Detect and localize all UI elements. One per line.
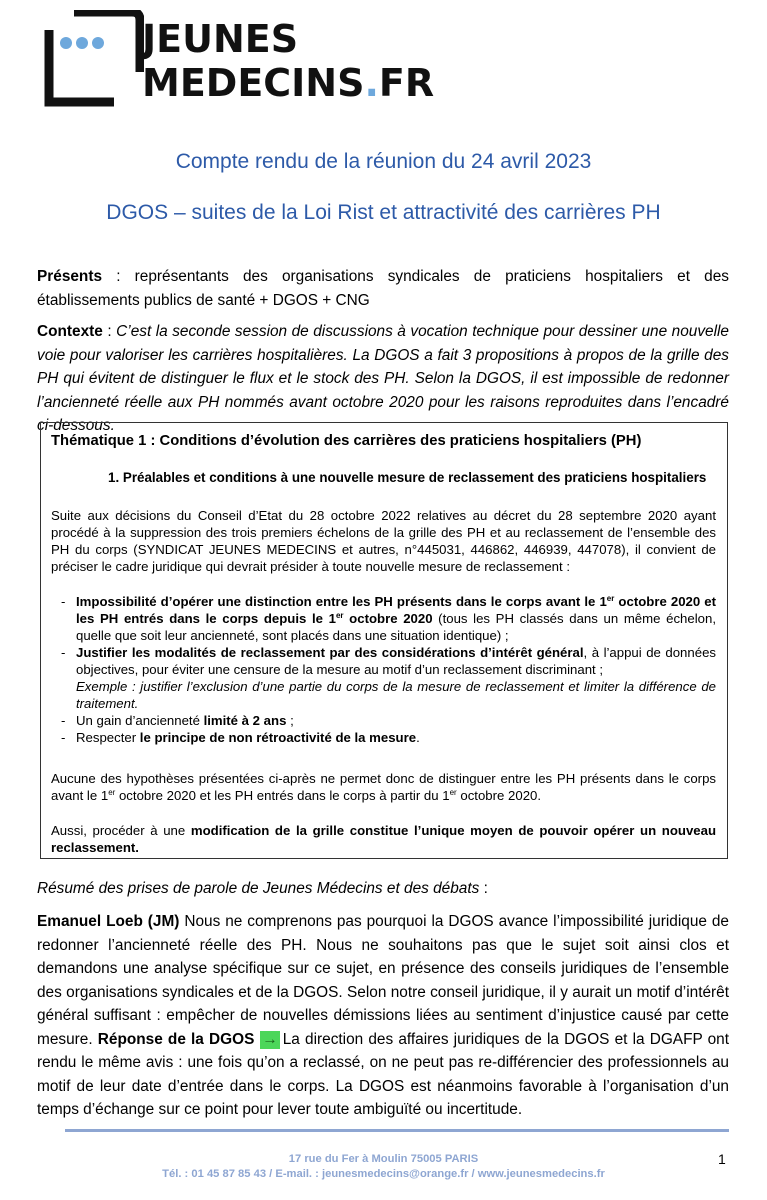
box-conclusion-1: Aucune des hypothèses présentées ci-après ne permet donc de distinguer entre les PH présents dans le corps avant le 1er octobre 2020 et les PH entrés dans le corps à partir du 1er octobre 2020.	[51, 771, 716, 803]
report-title: Compte rendu de la réunion du 24 avril 2023	[175, 150, 592, 173]
loeb-paragraph: Emanuel Loeb (JM) Nous ne comprenons pas pourquoi la DGOS avance l’impossibilité juridique de redonner l’ancienneté réelle des PH. Nous ne souhaitons pas que le sujet soit ainsi clos et demandons une analyse spécifique sur ce sujet, en présence des conseils juridiques de l’ensemble des organisations syndicales et de la DGOS. Selon notre conseil juridique, il y aurait un motif d’intérêt général suffisant : empêcher de nouvelles démissions liées au sentiment d’injustice causé par cette mesure. Réponse de la DGOS → La direction des affaires juridiques de la DGOS et la DGAFP ont rendu le même avis : une fois qu’on a reclassé, on ne peut pas re-différencier des professionnels au motif de leur date d’entrée dans le corps. La DGOS est néanmoins favorable à l’organisation d’un temps d’échange sur ce point pour lever toute ambiguïté ou incertitude.	[37, 913, 730, 1118]
contexte-paragraph: Contexte : C’est la seconde session de discussions à vocation technique pour dessiner une nouvelle voie pour valoriser les carrières hospitalières. La DGOS a fait 3 propositions à propos de la grille des PH qui évitent de distinguer le flux et le stock des PH. Selon la DGOS, il est impossible de redonner l’ancienneté réelle aux PH nommés avant octobre 2020 pour les raisons reproduites dans l’encadré ci-dessous.	[37, 323, 729, 434]
footer-contact: Tél. : 01 45 87 85 43 / E-mail. : jeunesmedecins@orange.fr / www.jeunesmedecins.fr	[162, 1168, 605, 1180]
logo-mark-icon	[44, 10, 144, 110]
box-conclusion-2: Aussi, procéder à une modification de la grille constitue l’unique moyen de pouvoir opérer un nouveau reclassement.	[51, 823, 717, 855]
speaker-name: Emanuel Loeb (JM)	[37, 913, 180, 930]
box-subheading: 1. Préalables et conditions à une nouvelle mesure de reclassement des praticiens hospitaliers	[108, 470, 707, 485]
box-intro: Suite aux décisions du Conseil d’Etat du 28 octobre 2022 relatives au décret du 28 septembre 2020 ayant procédé à la suppression des trois premiers échelons de la grille des PH et au reclassement de l’ensemble des PH du corps (SYNDICAT JEUNES MEDECINS et autres, n°445031, 446862, 446939, 447078), il convient de préciser le cadre juridique qui devrait présider à toute nouvelle mesure de reclassement :	[51, 508, 716, 574]
footer-address: 17 rue du Fer à Moulin 75005 PARIS	[288, 1153, 479, 1165]
presents-paragraph: Présents : représentants des organisations syndicales de praticiens hospitaliers et des établissements publics de santé + DGOS + CNG	[37, 268, 729, 309]
box-list	[51, 593, 716, 746]
response-label: Réponse de la DGOS	[97, 1030, 255, 1048]
excerpt-box	[40, 422, 728, 859]
page-number: 1	[718, 1151, 726, 1167]
arrow-right-icon: →	[262, 1030, 278, 1048]
logo-line-1: JEUNES	[142, 17, 299, 61]
list-item: - Impossibilité d’opérer une distinction entre les PH présents dans le corps avant le 1er octobre 2020 et les PH entrés dans le corps depuis le 1er octobre 2020 (tous les PH classés dans un même échelon, quelle que soit leur ancienneté, sont placés dans une situation identique) ;	[61, 594, 717, 643]
logo	[44, 10, 435, 110]
list-item: - Respecter le principe de non rétroactivité de la mesure.	[61, 730, 420, 745]
footer-divider	[65, 1129, 729, 1132]
list-item: - Justifier les modalités de reclassement par des considérations d’intérêt général, à l’appui de données objectives, pour éviter une censure de la mesure au motif d’un reclassement discriminant ; Exemple : justifier l’exclusion d’une partie du corps de la mesure de reclassement et limiter la différence de traitement.	[61, 645, 716, 711]
resume-heading: Résumé des prises de parole de Jeunes Médecins et des débats :	[37, 880, 488, 897]
list-item: - Un gain d’ancienneté limité à 2 ans ;	[61, 713, 294, 728]
report-subtitle: DGOS – suites de la Loi Rist et attractivité des carrières PH	[106, 201, 661, 224]
box-heading: Thématique 1 : Conditions d’évolution des carrières des praticiens hospitaliers (PH)	[51, 433, 642, 449]
logo-line-2: MEDECINS.FR	[142, 61, 435, 105]
